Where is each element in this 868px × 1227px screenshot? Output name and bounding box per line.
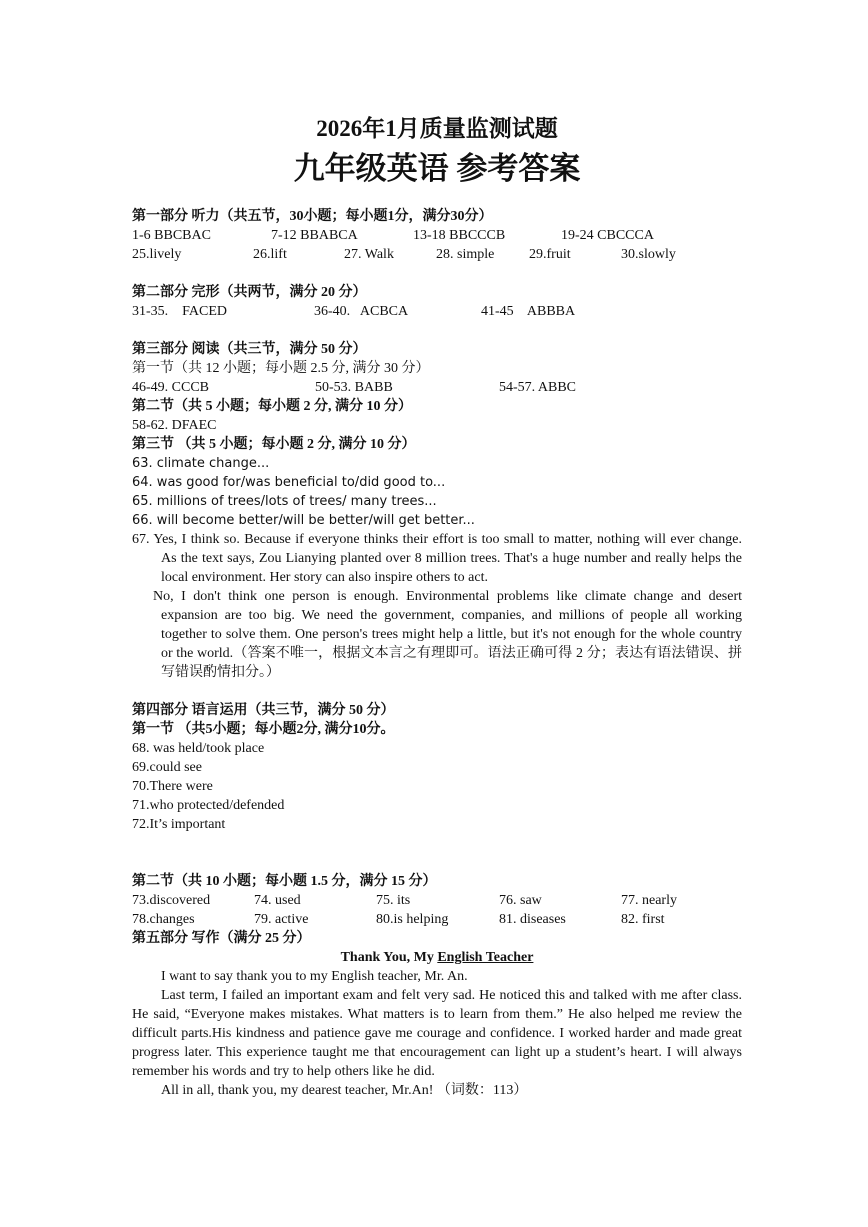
answer-group: 13-18 BBCCCB (413, 228, 506, 243)
part1-heading: 第一部分 听力（共五节，30小题；每小题1分，满分30分） (132, 209, 493, 224)
answer-64: 64. was good for/was beneficial to/did good to... (132, 475, 446, 490)
essay-title-underlined: English Teacher (437, 950, 534, 965)
answer-item: 77. nearly (621, 893, 677, 908)
answer-item: 81. diseases (499, 912, 566, 927)
answer-item: 80.is helping (376, 912, 449, 927)
answer-group: 1-6 BBCBAC (132, 228, 211, 243)
answer-item: 76. saw (499, 893, 542, 908)
part4-sec2-row1 (132, 891, 742, 910)
part3-sec2-heading: 第二节（共 5 小题；每小题 2 分, 满分 10 分） (132, 399, 412, 414)
answer-group: 7-12 BBABCA (271, 228, 358, 243)
essay-title-prefix: Thank You, My (340, 950, 438, 965)
answer-item: 78.changes (132, 912, 195, 927)
answer-item: 27. Walk (344, 247, 394, 262)
essay-title (132, 948, 742, 967)
essay-paragraph-2: Last term, I failed an important exam and felt very sad. He noticed this and talked with me after class. He said, “Everyone makes mistakes. What matters is to learn from them.” He also helped me review the difficult parts.His kindness and patience gave me courage and confidence. I worked harder and made great progress later. This experience taught me that encouragement can light up a student’s heart. I will always remember his words and try to help others like he did. (132, 988, 742, 1079)
answer-69: 69.could see (132, 760, 202, 775)
answer-item: 74. used (254, 893, 301, 908)
answer-70: 70.There were (132, 779, 213, 794)
answer-item: 75. its (376, 893, 411, 908)
answer-group: 50-53. BABB (315, 380, 393, 395)
part1-answers-row2 (132, 245, 742, 264)
answer-68: 68. was held/took place (132, 741, 265, 756)
answer-group: 31-35. FACED (132, 304, 228, 319)
part3-sec1-heading: 第一节（共 12 小题；每小题 2.5 分, 满分 30 分） (132, 361, 430, 376)
answer-item: 28. simple (436, 247, 495, 262)
answer-66: 66. will become better/will be better/will get better... (132, 513, 475, 528)
part3-heading: 第三部分 阅读（共三节，满分 50 分） (132, 342, 367, 357)
part2-answers (132, 302, 742, 321)
answer-63: 63. climate change... (132, 456, 270, 471)
answer-group: 41-45 ABBBA (481, 304, 576, 319)
answer-group: 19-24 CBCCCA (561, 228, 654, 243)
part4-sec2-row2 (132, 910, 742, 929)
part4-sec1-heading: 第一节 （共5小题；每小题2分, 满分10分。 (132, 722, 395, 737)
answer-item: 79. active (254, 912, 309, 927)
answer-item: 30.slowly (621, 247, 676, 262)
answer-71: 71.who protected/defended (132, 798, 285, 813)
part4-heading: 第四部分 语言运用（共三节，满分 50 分） (132, 703, 395, 718)
essay-paragraph-1: I want to say thank you to my English teacher, Mr. An. (161, 969, 468, 984)
exam-title: 2026年1月质量监测试题 (316, 116, 558, 141)
part2-heading: 第二部分 完形（共两节，满分 20 分） (132, 285, 367, 300)
answer-67-no: No, I don't think one person is enough. Environmental problems like climate change and desert expansion are too big. We need the government, companies, and millions of people all working together to solve them. One person's trees might help a little, but it's not enough for the whole country or the world.（答案不唯一，根据文本言之有理即可。语法正确可得 2 分；表达有语法错误、拼写错误酌情扣分。） (153, 589, 742, 680)
answer-item: 26.lift (253, 247, 287, 262)
answer-group: 36-40. ACBCA (314, 304, 409, 319)
answer-65: 65. millions of trees/lots of trees/ many trees... (132, 494, 437, 509)
answer-group: 46-49. CCCB (132, 380, 210, 395)
answer-item: 29.fruit (529, 247, 571, 262)
answer-sheet (132, 112, 742, 1100)
answer-item: 73.discovered (132, 893, 211, 908)
answer-67-yes: 67. Yes, I think so. Because if everyone thinks their effort is too small to matter, nothing will ever change. As the text says, Zou Lianying planted over 8 million trees. That's a huge number and really helps the local environment. Her story can also inspire others to act. (132, 532, 742, 585)
answer-72: 72.It’s important (132, 817, 226, 832)
part3-sec2-answers: 58-62. DFAEC (132, 418, 217, 433)
part5-heading: 第五部分 写作（满分 25 分） (132, 931, 311, 946)
part3-sec3-heading: 第三节 （共 5 小题；每小题 2 分, 满分 10 分） (132, 437, 416, 452)
answer-group: 54-57. ABBC (499, 380, 577, 395)
answer-item: 25.lively (132, 247, 182, 262)
part1-answers-row1 (132, 226, 742, 245)
answer-key-title: 九年级英语 参考答案 (293, 151, 581, 186)
essay-paragraph-3: All in all, thank you, my dearest teacher, Mr.An! （词数：113） (161, 1083, 528, 1098)
part4-sec2-heading: 第二节（共 10 小题；每小题 1.5 分，满分 15 分） (132, 874, 437, 889)
part3-sec1-answers (132, 378, 742, 397)
answer-item: 82. first (621, 912, 665, 927)
